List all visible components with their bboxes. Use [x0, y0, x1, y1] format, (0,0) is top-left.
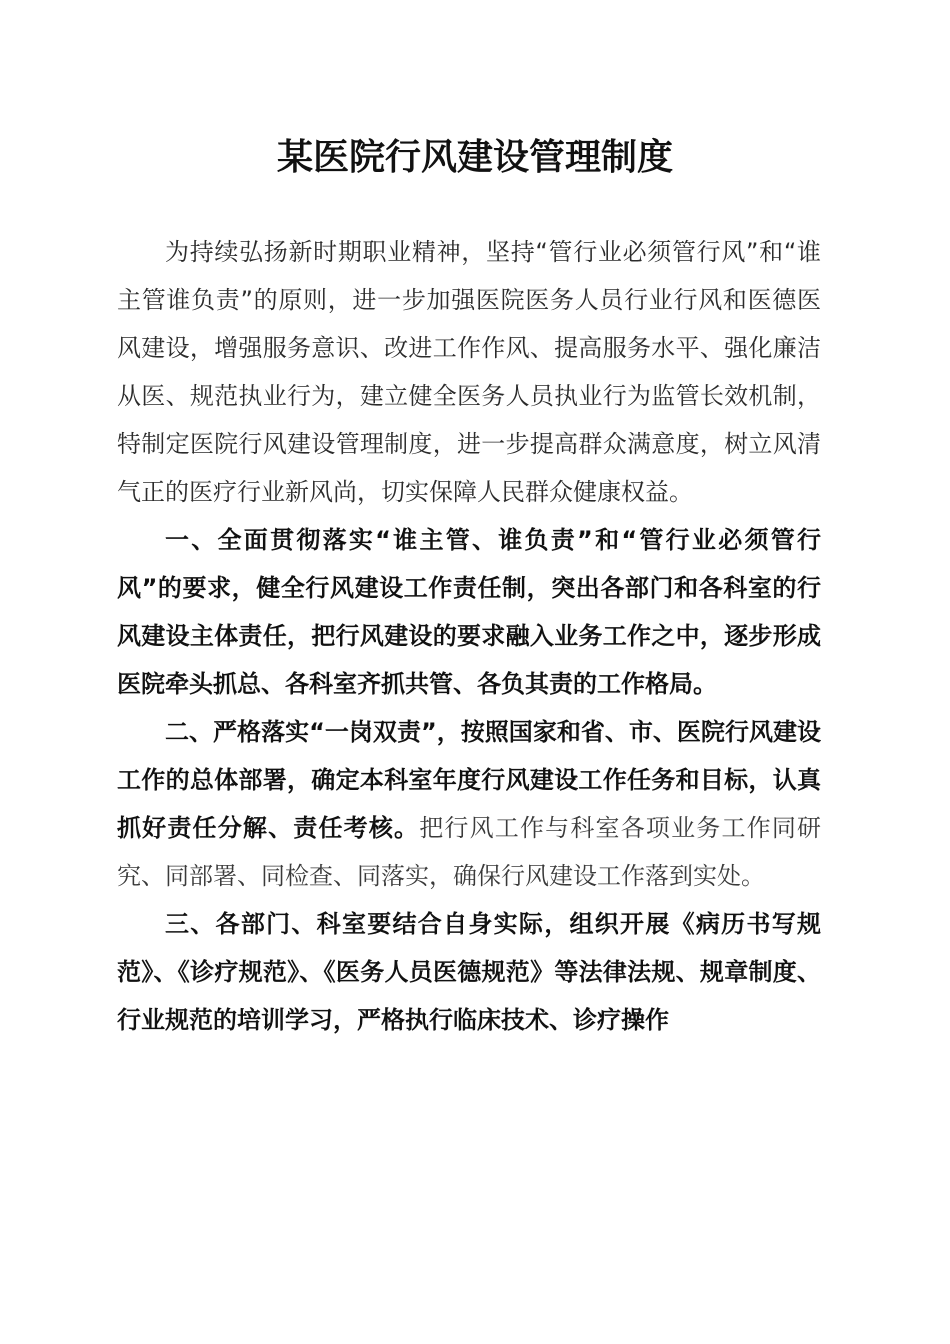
section-2-bold-text: 二、严格落实“一岗双责”，按照国家和省、市、医院行风建设工作的总体部署，确定本科室年度行风建设工作任务和目标，认真抓好责任分解、责任考核。 [117, 718, 821, 842]
section-2-paragraph [117, 708, 821, 900]
document-title: 某医院行风建设管理制度 [276, 136, 673, 178]
section-2-light-text: 把行风工作与科室各项业务工作同研究、同部署、同检查、同落实，确保行风建设工作落到实处。 [117, 814, 822, 890]
intro-paragraph: 为持续弘扬新时期职业精神，坚持“管行业必须管行风”和“谁主管谁负责”的原则，进一步加强医院医务人员行业行风和医德医风建设，增强服务意识、改进工作作风、提高服务水平、强化廉洁从医、规范执业行为，建立健全医务人员执业行为监管长效机制，特制定医院行风建设管理制度，进一步提高群众满意度，树立风清气正的医疗行业新风尚，切实保障人民群众健康权益。 [117, 238, 821, 506]
section-1-paragraph: 一、全面贯彻落实“谁主管、谁负责”和“管行业必须管行风”的要求，健全行风建设工作责任制，突出各部门和各科室的行风建设主体责任，把行风建设的要求融入业务工作之中，逐步形成医院牵头抓总、各科室齐抓共管、各负其责的工作格局。 [117, 526, 821, 698]
document-body [117, 228, 821, 1044]
section-3-paragraph: 三、各部门、科室要结合自身实际，组织开展《病历书写规范》、《诊疗规范》、《医务人员医德规范》等法律法规、规章制度、行业规范的培训学习，严格执行临床技术、诊疗操作 [117, 910, 821, 1034]
